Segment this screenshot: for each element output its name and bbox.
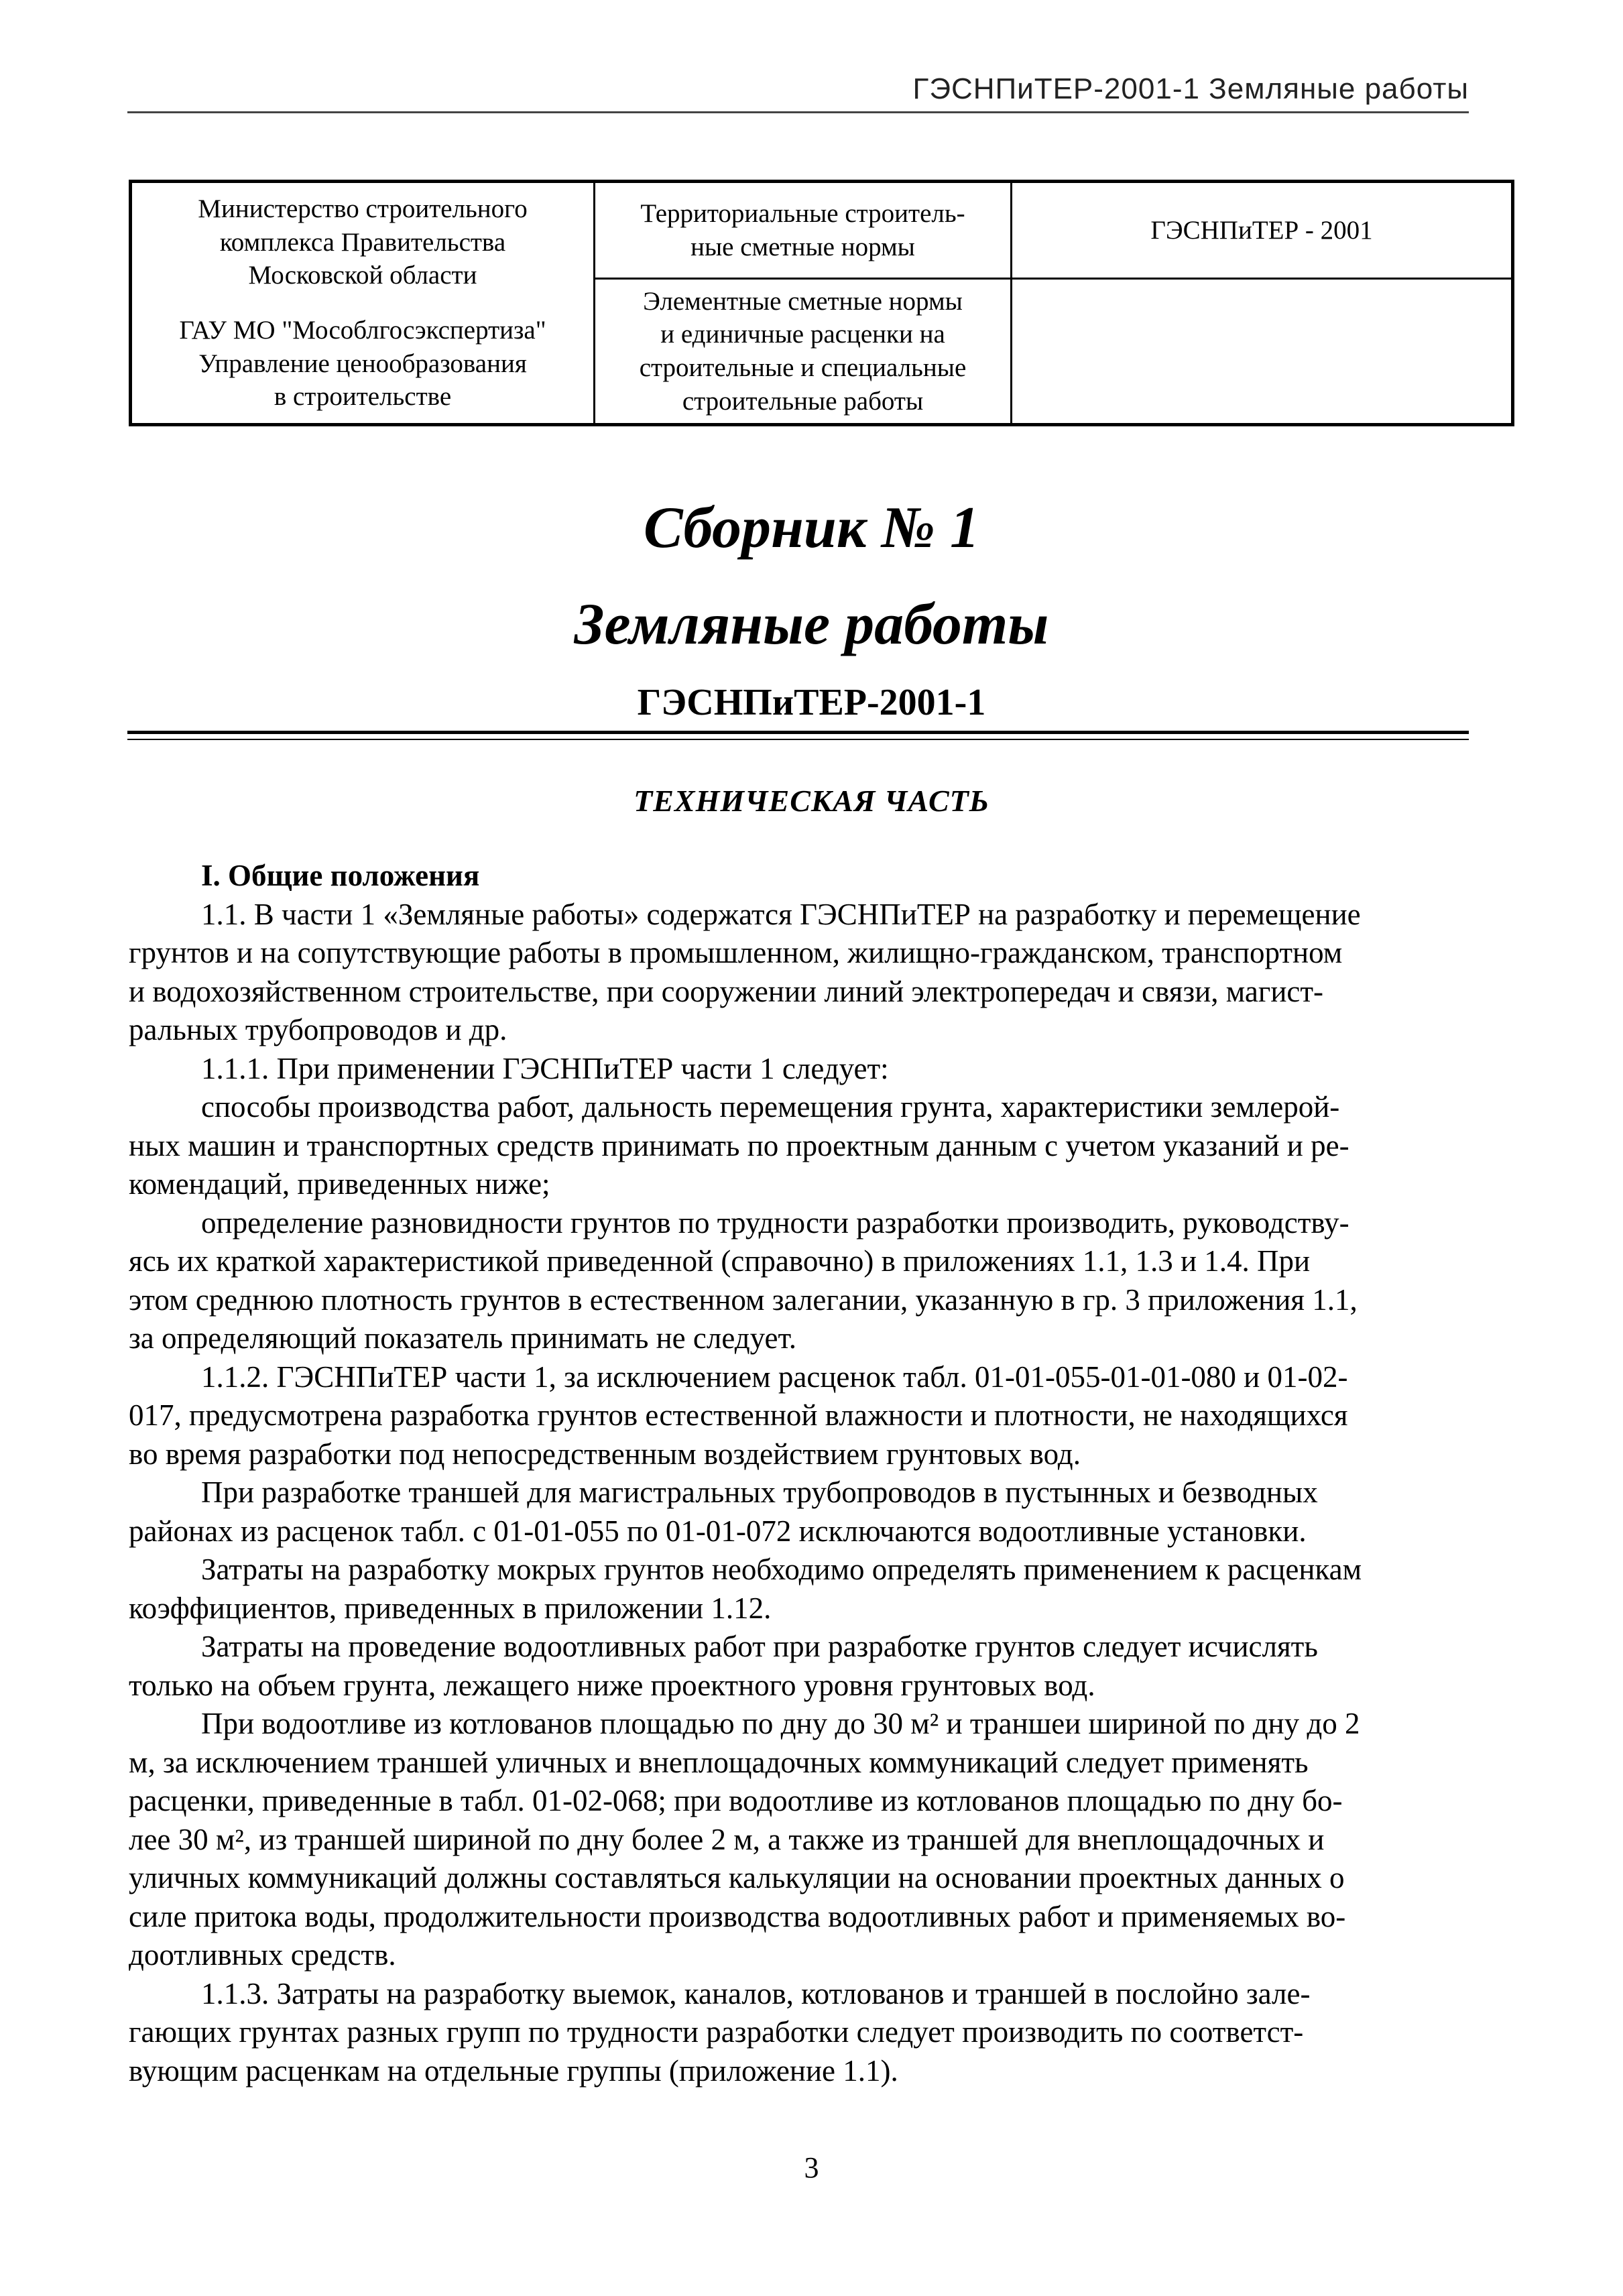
paragraph-line: за определяющий показатель принимать не следует. [129, 1321, 797, 1355]
title-rule-thin [127, 739, 1469, 740]
org-line: Московской области [248, 261, 477, 290]
paragraph-line: способы производства работ, дальность перемещения грунта, характеристики землерой- [201, 1090, 1340, 1124]
paragraph-line: во время разработки под непосредственным воздействием грунтовых вод. [129, 1437, 1081, 1471]
paragraph-line: 1.1.3. Затраты на разработку выемок, каналов, котлованов и траншей в послойно зале- [201, 1976, 1311, 2010]
paragraph [129, 1050, 1480, 1089]
info-table [129, 180, 1514, 426]
paragraph-line: коэффициентов, приведенных в приложении 1.12. [129, 1591, 772, 1625]
org2-line: ГАУ МО "Мособлгосэкспертиза" [179, 316, 546, 345]
paragraph-line: определение разновидности грунтов по трудности разработки производить, руководству- [201, 1205, 1349, 1240]
paragraph-line: 1.1. В части 1 «Земляные работы» содержатся ГЭСНПиТЕР на разработку и перемещение [201, 897, 1361, 931]
title-rule [127, 731, 1469, 734]
collection-subtitle: Земляные работы [574, 591, 1049, 657]
paragraph-line: этом среднюю плотность грунтов в естественном залегании, указанную в гр. 3 приложения 1.1, [129, 1282, 1358, 1317]
paragraph-line: силе притока воды, продолжительности производства водоотливных работ и применяемых во- [129, 1899, 1346, 1933]
paragraph-line: ральных трубопроводов и др. [129, 1013, 507, 1046]
org-line: комплекса Правительства [219, 227, 506, 257]
norms-desc-line: и единичные расценки на [660, 320, 945, 349]
paragraph-line: 017, предусмотрена разработка грунтов естественной влажности и плотности, не находящихся [129, 1398, 1348, 1432]
body-text [129, 857, 1480, 2090]
code-cell: ГЭСНПиТЕР - 2001 [1012, 182, 1513, 279]
paragraph-line: грунтов и на сопутствующие работы в промышленном, жилищно-гражданском, транспортном [129, 936, 1343, 969]
paragraph-line: При разработке траншей для магистральных трубопроводов в пустынных и безводных [201, 1475, 1318, 1509]
empty-cell [1012, 279, 1513, 425]
org-line: Министерство строительного [198, 194, 528, 224]
org2-line: Управление ценообразования [198, 349, 527, 378]
collection-title: Сборник № 1 [644, 495, 979, 560]
paragraph-line: вующим расценкам на отдельные группы (приложение 1.1). [129, 2053, 898, 2088]
running-header: ГЭСНПиТЕР-2001-1 Земляные работы [912, 72, 1469, 105]
paragraph [129, 1975, 1480, 2091]
paragraph-line: ясь их краткой характеристикой приведенной (справочно) в приложениях 1.1, 1.3 и 1.4. При [129, 1244, 1311, 1278]
paragraph-line: и водохозяйственном строительстве, при сооружении линий электропередач и связи, магист- [129, 974, 1324, 1008]
paragraph [129, 1204, 1480, 1358]
paragraph [129, 1473, 1480, 1551]
document-code-title: ГЭСНПиТЕР-2001-1 [637, 682, 986, 723]
collection-title-block [0, 493, 1623, 660]
paragraph [129, 1551, 1480, 1628]
norms-desc-line: строительные работы [682, 386, 924, 416]
header-rule [127, 111, 1469, 113]
norms-type-line: Территориальные строитель- [640, 198, 965, 228]
paragraph-line: расценки, приведенные в табл. 01-02-068; при водоотливе из котлованов площадью по дну бо- [129, 1784, 1343, 1817]
page-number: 3 [804, 2151, 819, 2184]
paragraph-line: лее 30 м², из траншей шириной по дну более 2 м, а также из траншей для внеплощадочных и [129, 1822, 1325, 1856]
paragraph-line: Затраты на проведение водоотливных работ при разработке грунтов следует исчислять [201, 1630, 1318, 1663]
section-heading [129, 857, 1480, 896]
paragraph-line: м, за исключением траншей уличных и внеплощадочных коммуникаций следует применять [129, 1745, 1309, 1779]
org2-line: в строительстве [274, 382, 452, 412]
paragraph-line: 1.1.1. При применении ГЭСНПиТЕР части 1 следует: [201, 1051, 889, 1085]
paragraph-line: уличных коммуникаций должны составляться калькуляции на основании проектных данных о [129, 1861, 1345, 1894]
paragraph-line: При водоотливе из котлованов площадью по дну до 30 м² и траншеи шириной по дну до 2 [201, 1707, 1360, 1740]
norms-desc-line: Элементные сметные нормы [643, 286, 963, 316]
paragraph-line: 1.1.2. ГЭСНПиТЕР части 1, за исключением расценок табл. 01-01-055-01-01-080 и 01-02- [201, 1360, 1348, 1394]
norms-desc-line: строительные и специальные [639, 353, 967, 382]
paragraph-line: районах из расценок табл. с 01-01-055 по 01-01-072 исключаются водоотливные установки. [129, 1514, 1307, 1548]
paragraph [129, 1358, 1480, 1474]
paragraph [129, 1628, 1480, 1705]
paragraph [129, 1088, 1480, 1204]
norms-type-line: ные сметные нормы [690, 232, 915, 261]
paragraph-line: Затраты на разработку мокрых грунтов необходимо определять применением к расценкам [201, 1553, 1362, 1586]
paragraph-line: комендаций, приведенных ниже; [129, 1167, 550, 1201]
organization-cell [131, 182, 595, 425]
paragraph-line: гающих грунтах разных групп по трудности разработки следует производить по соответст- [129, 2015, 1304, 2049]
paragraph [129, 1705, 1480, 1975]
paragraph-line: только на объем грунта, лежащего ниже проектного уровня грунтовых вод. [129, 1668, 1095, 1702]
norms-type-cell [595, 182, 1012, 279]
paragraph-line: доотливных средств. [129, 1938, 396, 1972]
section-title: ТЕХНИЧЕСКАЯ ЧАСТЬ [634, 784, 989, 818]
heading-text: I. Общие положения [201, 859, 480, 892]
norms-desc-cell [595, 279, 1012, 425]
paragraph-line: ных машин и транспортных средств принимать по проектным данным с учетом указаний и ре- [129, 1128, 1349, 1162]
paragraph [129, 896, 1480, 1050]
